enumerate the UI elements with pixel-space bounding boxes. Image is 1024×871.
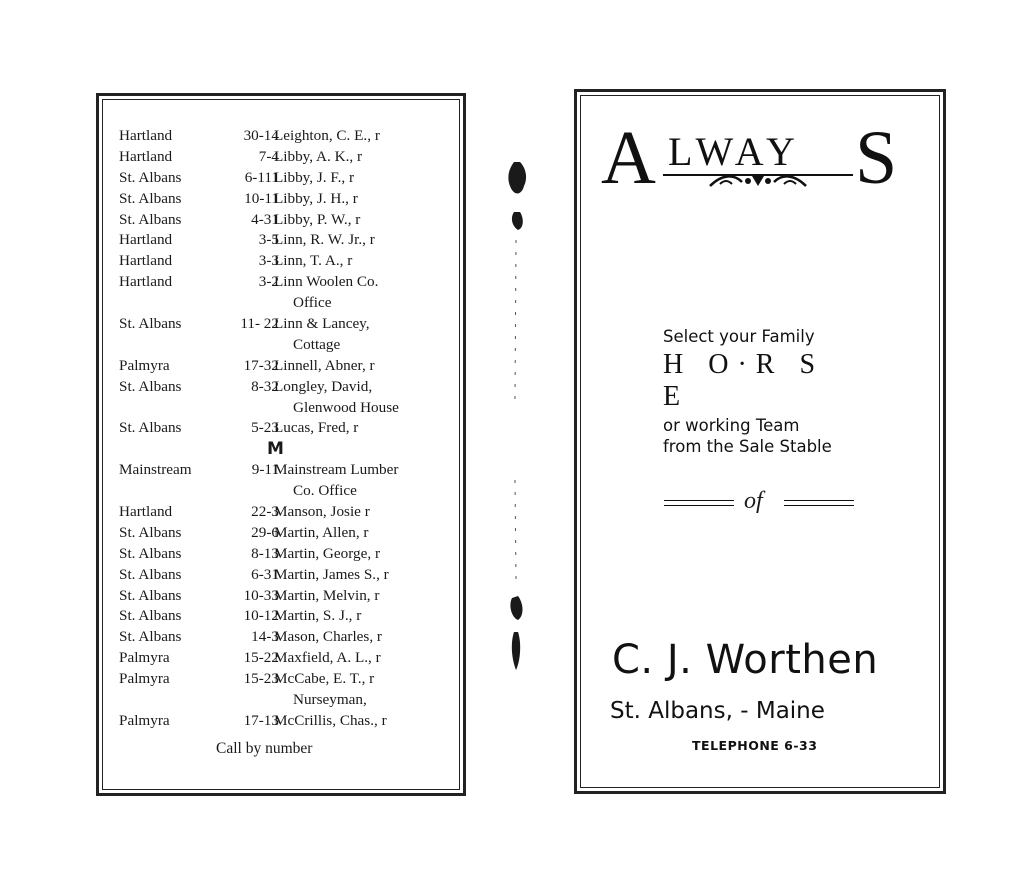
tagline-line-1: Select your Family bbox=[663, 327, 815, 346]
directory-row bbox=[119, 293, 449, 314]
name-cell: Martin, Allen, r bbox=[274, 523, 369, 541]
town-cell: Hartland bbox=[119, 127, 173, 144]
directory-list bbox=[119, 126, 449, 732]
number-cell: 8-32 bbox=[251, 377, 279, 395]
number-cell: 10-33 bbox=[243, 586, 279, 604]
number-cell: 3-3 bbox=[258, 252, 279, 270]
name-cell: Mainstream Lumber bbox=[274, 461, 399, 479]
number-cell: 7-4 bbox=[258, 147, 279, 165]
tagline-line-3: from the Sale Stable bbox=[663, 437, 832, 456]
name-cell: Manson, Josie r bbox=[274, 503, 370, 521]
name-cell: McCrillis, Chas., r bbox=[274, 711, 387, 729]
town-cell: St. Albans bbox=[119, 315, 182, 333]
number-cell: 15-23 bbox=[243, 670, 279, 688]
number-cell: 22-3 bbox=[251, 503, 279, 521]
name-cell: Lucas, Fred, r bbox=[274, 419, 359, 437]
number-cell: 11- 22 bbox=[240, 315, 279, 333]
binding-crease-upper bbox=[515, 240, 516, 400]
directory-row bbox=[119, 544, 449, 565]
tagline-line-2: or working Team bbox=[663, 416, 800, 435]
number-cell: 30-14 bbox=[243, 127, 279, 144]
of-word: of bbox=[744, 488, 763, 514]
telephone: TELEPHONE 6-33 bbox=[692, 738, 818, 753]
double-rule-right bbox=[784, 500, 854, 506]
brand-name: C. J. Worthen bbox=[612, 637, 879, 683]
town-cell: Palmyra bbox=[119, 649, 170, 667]
flourish-ornament-icon bbox=[708, 172, 808, 192]
town-cell: Mainstream bbox=[119, 461, 192, 479]
directory-row bbox=[119, 627, 449, 648]
name-cell: Office bbox=[293, 294, 332, 312]
number-cell: 29-6 bbox=[251, 523, 279, 541]
town-cell: St. Albans bbox=[119, 419, 182, 437]
section-letter: M bbox=[267, 439, 284, 460]
town-cell: Hartland bbox=[119, 273, 173, 291]
name-cell: Martin, Melvin, r bbox=[274, 586, 380, 604]
town-cell: St. Albans bbox=[119, 210, 182, 228]
directory-row bbox=[119, 335, 449, 356]
name-cell: Linnell, Abner, r bbox=[274, 356, 375, 374]
directory-row bbox=[119, 126, 449, 147]
name-cell: Martin, James S., r bbox=[274, 565, 389, 583]
tagline bbox=[663, 326, 863, 457]
town-cell: Hartland bbox=[119, 231, 173, 249]
number-cell: 3-5 bbox=[258, 231, 279, 249]
directory-row bbox=[119, 669, 449, 690]
number-cell: 17-32 bbox=[243, 356, 279, 374]
town-cell: Hartland bbox=[119, 147, 173, 165]
name-cell: Libby, A. K., r bbox=[274, 147, 363, 165]
name-cell: Leighton, C. E., r bbox=[274, 127, 380, 144]
name-cell: Libby, J. H., r bbox=[274, 189, 358, 207]
always-heading bbox=[598, 118, 918, 198]
name-cell: Libby, J. F., r bbox=[274, 168, 355, 186]
location: St. Albans, - Maine bbox=[610, 698, 825, 724]
name-cell: Linn, R. W. Jr., r bbox=[274, 231, 375, 249]
number-cell: 3-2 bbox=[258, 273, 279, 291]
number-cell: 9-11 bbox=[251, 461, 279, 479]
directory-row bbox=[119, 460, 449, 481]
number-cell: 4-31 bbox=[251, 210, 279, 228]
binding-blot-bottom bbox=[512, 632, 520, 670]
double-rule-left bbox=[664, 500, 734, 506]
directory-row bbox=[119, 523, 449, 544]
name-cell: Linn Woolen Co. bbox=[274, 273, 379, 291]
directory-row bbox=[119, 565, 449, 586]
directory-row bbox=[119, 418, 449, 439]
name-cell: Co. Office bbox=[293, 482, 357, 500]
number-cell: 15-22 bbox=[243, 649, 279, 667]
of-divider bbox=[664, 488, 854, 520]
directory-row bbox=[119, 147, 449, 168]
directory-row bbox=[119, 272, 449, 293]
name-cell: Nurseyman, bbox=[293, 691, 367, 709]
town-cell: Hartland bbox=[119, 252, 173, 270]
number-cell: 8-13 bbox=[251, 544, 279, 562]
directory-row bbox=[119, 314, 449, 335]
directory-row bbox=[119, 356, 449, 377]
town-cell: St. Albans bbox=[119, 607, 182, 625]
horse-heading: H O·R S E bbox=[663, 349, 825, 412]
number-cell: 10-12 bbox=[243, 607, 279, 625]
name-cell: Linn & Lancey, bbox=[274, 315, 370, 333]
town-cell: Palmyra bbox=[119, 711, 170, 729]
name-cell: Longley, David, bbox=[274, 377, 373, 395]
directory-row bbox=[119, 711, 449, 732]
number-cell: 17-13 bbox=[243, 711, 279, 729]
always-last-letter: S bbox=[855, 116, 898, 200]
directory-row bbox=[119, 586, 449, 607]
name-cell: Maxfield, A. L., r bbox=[274, 649, 381, 667]
always-first-letter: A bbox=[601, 116, 656, 200]
directory-row bbox=[119, 398, 449, 419]
town-cell: St. Albans bbox=[119, 189, 182, 207]
name-cell: Martin, George, r bbox=[274, 544, 381, 562]
town-cell: St. Albans bbox=[119, 168, 182, 186]
town-cell: St. Albans bbox=[119, 523, 182, 541]
town-cell: Palmyra bbox=[119, 356, 170, 374]
number-cell: 6-111 bbox=[244, 168, 279, 186]
name-cell: Linn, T. A., r bbox=[274, 252, 353, 270]
town-cell: Hartland bbox=[119, 503, 173, 521]
town-cell: Palmyra bbox=[119, 670, 170, 688]
call-by-number-note: Call by number bbox=[216, 740, 313, 757]
directory-row bbox=[119, 251, 449, 272]
binding-blot-upper bbox=[512, 212, 523, 230]
binding-crease-lower bbox=[515, 480, 516, 580]
number-cell: 14-3 bbox=[251, 628, 279, 646]
name-cell: Glenwood House bbox=[293, 398, 399, 416]
directory-row bbox=[119, 377, 449, 398]
section-letter-row bbox=[119, 439, 449, 460]
name-cell: Mason, Charles, r bbox=[274, 628, 382, 646]
town-cell: St. Albans bbox=[119, 544, 182, 562]
directory-row bbox=[119, 230, 449, 251]
binding-blot-top bbox=[508, 162, 526, 193]
name-cell: Libby, P. W., r bbox=[274, 210, 361, 228]
number-cell: 10-11 bbox=[244, 189, 279, 207]
town-cell: St. Albans bbox=[119, 377, 182, 395]
directory-row bbox=[119, 648, 449, 669]
directory-row bbox=[119, 690, 449, 711]
town-cell: St. Albans bbox=[119, 586, 182, 604]
directory-row bbox=[119, 189, 449, 210]
directory-row bbox=[119, 502, 449, 523]
town-cell: St. Albans bbox=[119, 565, 182, 583]
directory-row bbox=[119, 210, 449, 231]
number-cell: 5-23 bbox=[251, 419, 279, 437]
name-cell: Martin, S. J., r bbox=[274, 607, 362, 625]
name-cell: McCabe, E. T., r bbox=[274, 670, 375, 688]
binding-marks bbox=[500, 150, 540, 690]
name-cell: Cottage bbox=[293, 335, 341, 353]
directory-row bbox=[119, 481, 449, 502]
directory-row bbox=[119, 606, 449, 627]
always-middle-letters: LWAY bbox=[668, 129, 801, 174]
binding-blot-lower bbox=[510, 596, 522, 620]
town-cell: St. Albans bbox=[119, 628, 182, 646]
number-cell: 6-31 bbox=[251, 565, 279, 583]
directory-row bbox=[119, 168, 449, 189]
